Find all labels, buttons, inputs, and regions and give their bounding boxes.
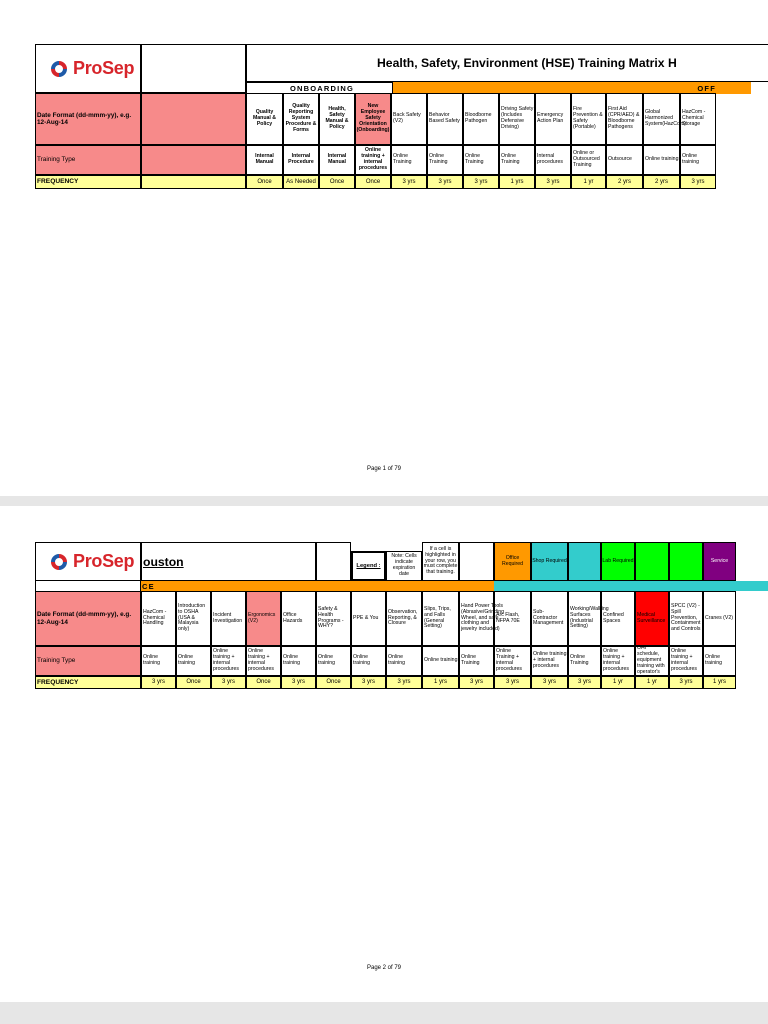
course-name-cell: Global Harmonized System(HazCom) [643,93,680,145]
course-name-cell: Medical Surveillance [635,591,669,646]
frequency-cell: 3 yrs [141,676,176,689]
logo-cell [35,44,141,93]
frequency-cell: 1 yr [601,676,635,689]
course-name-cell: Cranes (V2) [703,591,736,646]
course-name-cell: Emergency Action Plan [535,93,571,145]
training-type-cell: Online training [680,145,716,175]
page-title: Health, Safety, Environment (HSE) Training Matrix H [377,56,677,70]
course-name-cell: Safety & Health Programs - WHY? [316,591,351,646]
training-type-cell: Internal Manual [246,145,283,175]
training-type-cell: Online training [643,145,680,175]
band-left-blank [35,581,141,591]
date-format-value [141,93,246,145]
training-type-cell: Internal Procedure [283,145,319,175]
frequency-cell: 3 yrs [494,676,531,689]
legend-lab-2 [635,542,669,581]
course-name-cell: Behavior Based Safety [427,93,463,145]
frequency-label: FREQUENCY [35,676,141,689]
frequency-cell: 3 yrs [568,676,601,689]
frequency-cell: 3 yrs [463,175,499,189]
document-page-2 [0,506,768,1002]
course-name-cell: Quality Reporting System Procedure & Forms [283,93,319,145]
course-name-cell: Health, Safety Manual & Policy [319,93,355,145]
logo-text: ProSep [73,551,135,571]
legend-service: Service [703,542,736,581]
frequency-cell: Once [316,676,351,689]
off-label: OFF [697,83,716,93]
frequency-cell: 1 yrs [703,676,736,689]
frequency-cell: 1 yr [635,676,669,689]
frequency-cell: Once [246,175,283,189]
training-type-cell: Online training [316,646,351,676]
course-name-cell: Incident Investigation [211,591,246,646]
training-type-cell: Online or Outsourced Training [571,145,606,175]
frequency-cell: 1 yrs [499,175,535,189]
date-format-label: Date Format (dd-mmm-yy), e.g. 12-Aug-14 [35,591,141,646]
onboarding-label: ONBOARDING [290,83,355,93]
course-name-cell: Working/Walking Surfaces (Industrial Setting) [568,591,601,646]
blank-header-cell [141,44,246,93]
training-type-cell: OHI schedule, equipment training with operator's [635,646,669,676]
course-name-cell: Introduction to OSHA (USA & Malaysia only) [176,591,211,646]
legend-office: Office Required [494,542,531,581]
course-name-cell: Quality Manual & Policy [246,93,283,145]
blank-header-cell [316,542,351,581]
frequency-cell: 2 yrs [606,175,643,189]
frequency-cell: Once [176,676,211,689]
prosep-logo-icon [49,552,69,572]
course-name-cell: Fire Prevention & Safety (Portable) [571,93,606,145]
course-name-cell: Confined Spaces [601,591,635,646]
training-type-cell: Online Training [391,145,427,175]
frequency-cell: 2 yrs [643,175,680,189]
frequency-cell: 3 yrs [427,175,463,189]
frequency-cell: Once [355,175,391,189]
frequency-cell: 3 yrs [531,676,568,689]
training-type-cell: Online training [422,646,459,676]
training-type-cell: Outsource [606,145,643,175]
training-type-cell: Online training + internal procedures [669,646,703,676]
training-type-cell: Online training [176,646,211,676]
legend-shop: Shop Required [531,542,568,581]
training-type-label: Training Type [35,145,141,175]
frequency-cell: 3 yrs [351,676,386,689]
prosep-logo-icon [49,59,69,79]
title-cell [246,44,768,82]
course-name-cell: New Employee Safety Orientation (Onboarding) [355,93,391,145]
training-type-cell: Online training [703,646,736,676]
course-name-cell: Office Hazards [281,591,316,646]
training-type-cell: Online Training [499,145,535,175]
logo-text: ProSep [73,58,135,78]
course-name-cell: Ergonomics (V2) [246,591,281,646]
legend-lab: Lab Required [601,542,635,581]
frequency-cell: 3 yrs [535,175,571,189]
training-type-value [141,145,246,175]
frequency-cell: Once [319,175,355,189]
course-name-cell: HazCom - Chemical Handling [141,591,176,646]
course-name-cell: Driving Safety (Includes Defensive Driving) [499,93,535,145]
training-type-cell: Online Training [459,646,494,676]
document-page-1 [0,0,768,496]
legend-shop-2 [568,542,601,581]
frequency-cell: 3 yrs [680,175,716,189]
training-type-cell: Online training [386,646,422,676]
page-footer: Page 2 of 79 [366,965,402,971]
course-name-cell: Sub-Contractor Management [531,591,568,646]
title-fragment: ouston [143,554,184,569]
training-type-cell: Online training + internal procedures [531,646,568,676]
frequency-cell: 1 yrs [422,676,459,689]
legend-note: Note: Cells indicate expiration date [386,551,422,581]
frequency-cell: 1 yr [571,175,606,189]
course-name-cell: PPE & You [351,591,386,646]
shop-band [494,581,768,591]
training-type-cell: Online training [281,646,316,676]
course-name-cell: HazCom - Chemical Storage [680,93,716,145]
page-footer: Page 1 of 79 [366,466,402,472]
training-type-cell: Online training + internal procedures [211,646,246,676]
training-type-cell: Online training + internal procedures [246,646,281,676]
date-format-label: Date Format (dd-mmm-yy), e.g. 12-Aug-14 [35,93,141,145]
frequency-cell: 3 yrs [391,175,427,189]
legend-lab-3 [669,542,703,581]
course-name-cell: Observation, Reporting, & Closure [386,591,422,646]
course-name-cell: Bloodborne Pathogen [463,93,499,145]
legend-highlight-note: If a cell is highlighted in your row, you must complete that training. [422,542,459,581]
training-type-cell: Online Training [427,145,463,175]
course-name-cell: First Aid (CPR/AED) & Bloodborne Pathogens [606,93,643,145]
legend-blank [459,542,494,581]
frequency-cell: As Needed [283,175,319,189]
frequency-cell: 3 yrs [211,676,246,689]
frequency-cell: 3 yrs [281,676,316,689]
course-name-cell: Slips, Trips, and Falls (General Setting) [422,591,459,646]
training-type-cell: Internal procedures [535,145,571,175]
training-type-cell: Online Training + internal procedures [494,646,531,676]
logo-cell [35,542,141,581]
legend-label: Legend : [351,551,386,581]
frequency-cell: 3 yrs [386,676,422,689]
frequency-cell: 3 yrs [669,676,703,689]
training-type-label: Training Type [35,646,141,676]
training-type-cell: Online training + internal procedures [355,145,391,175]
training-type-cell: Online Training [463,145,499,175]
training-type-cell: Online training + internal procedures [601,646,635,676]
training-type-cell: Internal Manual [319,145,355,175]
course-name-cell: Hand Power Tools (Abrasive/Grinding Wheel, and safe clothing and jewelry included) [459,591,494,646]
frequency-cell: Once [246,676,281,689]
course-name-cell: Arc Flash, NFPA 70E [494,591,531,646]
frequency-label: FREQUENCY [35,175,141,189]
frequency-value [141,175,246,189]
band-fragment: CE [142,581,155,591]
training-type-cell: Online training [351,646,386,676]
course-name-cell: Back Safety (V2) [391,93,427,145]
off-band-extension [718,82,751,94]
training-type-cell: Online training [141,646,176,676]
title-continuation-cell [141,542,316,581]
frequency-cell: 3 yrs [459,676,494,689]
office-band [141,581,494,591]
training-type-cell: Online Training [568,646,601,676]
course-name-cell: SPCC (V2) - Spill Prevention, Containment and Controls [669,591,703,646]
